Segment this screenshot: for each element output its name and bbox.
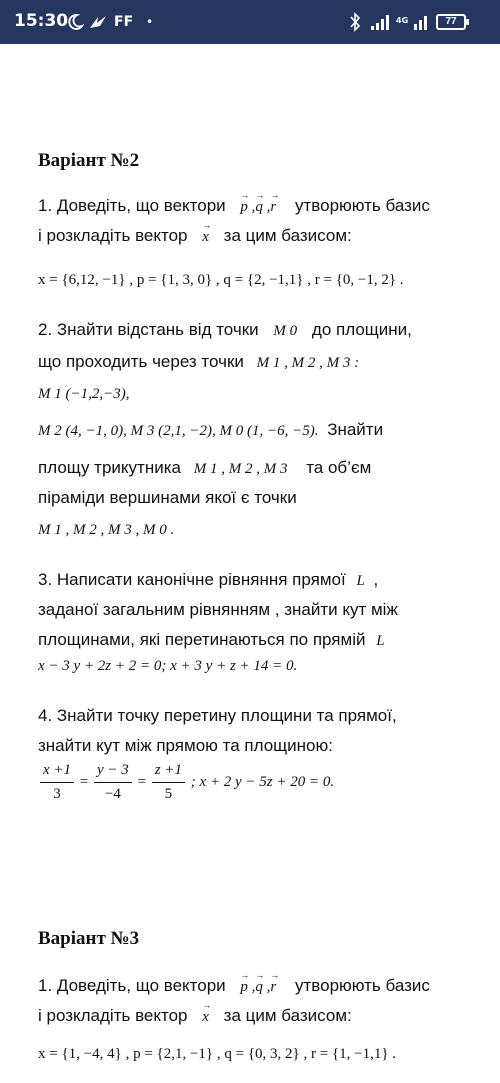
task-2-line-1 bbox=[38, 320, 412, 340]
variant-3-title: Варіант №3 bbox=[38, 928, 140, 949]
task-1-vectors: → p ,→ q ,→ r bbox=[240, 199, 276, 215]
fraction-1: $\frac{x +1}{3}$ bbox=[40, 762, 74, 803]
variant-2-title: Варіант №2 bbox=[38, 150, 140, 171]
v3-task-1-vectors: → p ,→ q ,→ r bbox=[240, 979, 276, 995]
task-2-line-2 bbox=[38, 352, 359, 372]
wifi-icon bbox=[412, 10, 430, 34]
task-2-point-m0: M 0 bbox=[273, 323, 298, 339]
equals-sign: = bbox=[79, 773, 89, 790]
fraction-2: $\frac{y - 3}{-4}$ bbox=[94, 762, 132, 803]
status-bar bbox=[0, 0, 500, 44]
task-3-line-3-var: L bbox=[376, 633, 385, 649]
task-3-line-1 bbox=[38, 570, 378, 590]
task-2-points: M 1 , M 2 , M 3 : bbox=[256, 355, 360, 371]
v3-task-1-line-1 bbox=[38, 976, 430, 996]
task-2-line-5-points: M 1 , M 2 , M 3 bbox=[193, 461, 288, 477]
task-2-text-post: до площини, bbox=[311, 320, 412, 339]
task-3-formula: x − 3 y + 2z + 2 = 0; x + 3 y + z + 14 = 0. bbox=[38, 658, 298, 674]
v3-task-1-text-post: утворюють базис bbox=[294, 976, 430, 995]
task-4-line-2: знайти кут між прямою та площиною: bbox=[38, 736, 333, 755]
task-1-line-2-post: за цим базисом: bbox=[223, 226, 352, 245]
task-4-plane-eq: ; x + 2 y − 5z + 20 = 0. bbox=[190, 773, 335, 790]
equals-sign: = bbox=[137, 773, 146, 790]
task-1-text: 1. Доведіть, що вектори bbox=[38, 196, 226, 215]
task-2-line-4-text: Знайти bbox=[327, 420, 384, 439]
task-1-text-post: утворюють базис bbox=[294, 196, 430, 215]
task-4-formula bbox=[38, 762, 334, 803]
task-2-line-4 bbox=[38, 420, 383, 440]
task-2-line-5-post: та об’єм bbox=[306, 458, 372, 477]
fraction-3: $\frac{z +1}{5}$ bbox=[152, 762, 185, 803]
task-1-line-2 bbox=[38, 226, 352, 246]
task-2-line-3: M 1 (−1,2,−3), bbox=[38, 386, 130, 402]
v3-task-1-formula: x = {1, −4, 4} , p = {2,1, −1} , q = {0, 3, 2} , r = {1, −1,1} . bbox=[38, 1046, 397, 1062]
task-3-text: 3. Написати канонічне рівняння прямої bbox=[38, 570, 346, 589]
task-2-line-5-text: площу трикутника bbox=[38, 458, 181, 477]
task-2-line-2-text: що проходить через точки bbox=[38, 352, 244, 371]
task-2-line-5 bbox=[38, 458, 371, 478]
task-1-var-x: → x bbox=[202, 229, 209, 245]
more-dots-icon: • bbox=[146, 15, 154, 29]
task-1-line-2-text: і розкладіть вектор bbox=[38, 226, 188, 245]
v3-task-1-line-2 bbox=[38, 1006, 352, 1026]
task-3-line-3 bbox=[38, 630, 385, 650]
task-1-formula: x = {6,12, −1} , p = {1, 3, 0} , q = {2, −1,1} , r = {0, −1, 2} . bbox=[38, 272, 404, 288]
task-3-line-3-text: площинами, які перетинаються по прямій bbox=[38, 630, 366, 649]
task-2-coords: M 2 (4, −1, 0), M 3 (2,1, −2), M 0 (1, −6, −5). bbox=[38, 423, 319, 439]
task-2-line-7: M 1 , M 2 , M 3 , M 0 . bbox=[38, 522, 175, 538]
ff-icon: FF bbox=[114, 14, 134, 30]
task-3-comma: , bbox=[373, 570, 379, 589]
document-page bbox=[0, 44, 500, 1083]
task-4-line-1: 4. Знайти точку перетину площини та прямої, bbox=[38, 706, 397, 725]
task-3-line-2: заданої загальним рівнянням , знайти кут між bbox=[38, 600, 398, 619]
network-icon: 4G bbox=[396, 15, 409, 25]
bird-icon bbox=[88, 10, 108, 34]
task-2-line-6: піраміди вершинами якої є точки bbox=[38, 488, 297, 507]
v3-task-1-line-2-text: і розкладіть вектор bbox=[38, 1006, 188, 1025]
task-3-var-l: L bbox=[356, 573, 365, 589]
battery-icon: 77 bbox=[436, 14, 466, 30]
v3-task-1-text: 1. Доведіть, що вектори bbox=[38, 976, 226, 995]
v3-task-1-line-2-post: за цим базисом: bbox=[223, 1006, 352, 1025]
v3-task-1-var-x: → x bbox=[202, 1009, 209, 1025]
bluetooth-icon bbox=[348, 10, 362, 34]
moon-icon bbox=[66, 10, 84, 34]
signal-icon bbox=[370, 10, 390, 34]
task-1-line-1 bbox=[38, 196, 430, 216]
task-2-text: 2. Знайти відстань від точки bbox=[38, 320, 259, 339]
status-time: 15:30 bbox=[14, 11, 69, 31]
